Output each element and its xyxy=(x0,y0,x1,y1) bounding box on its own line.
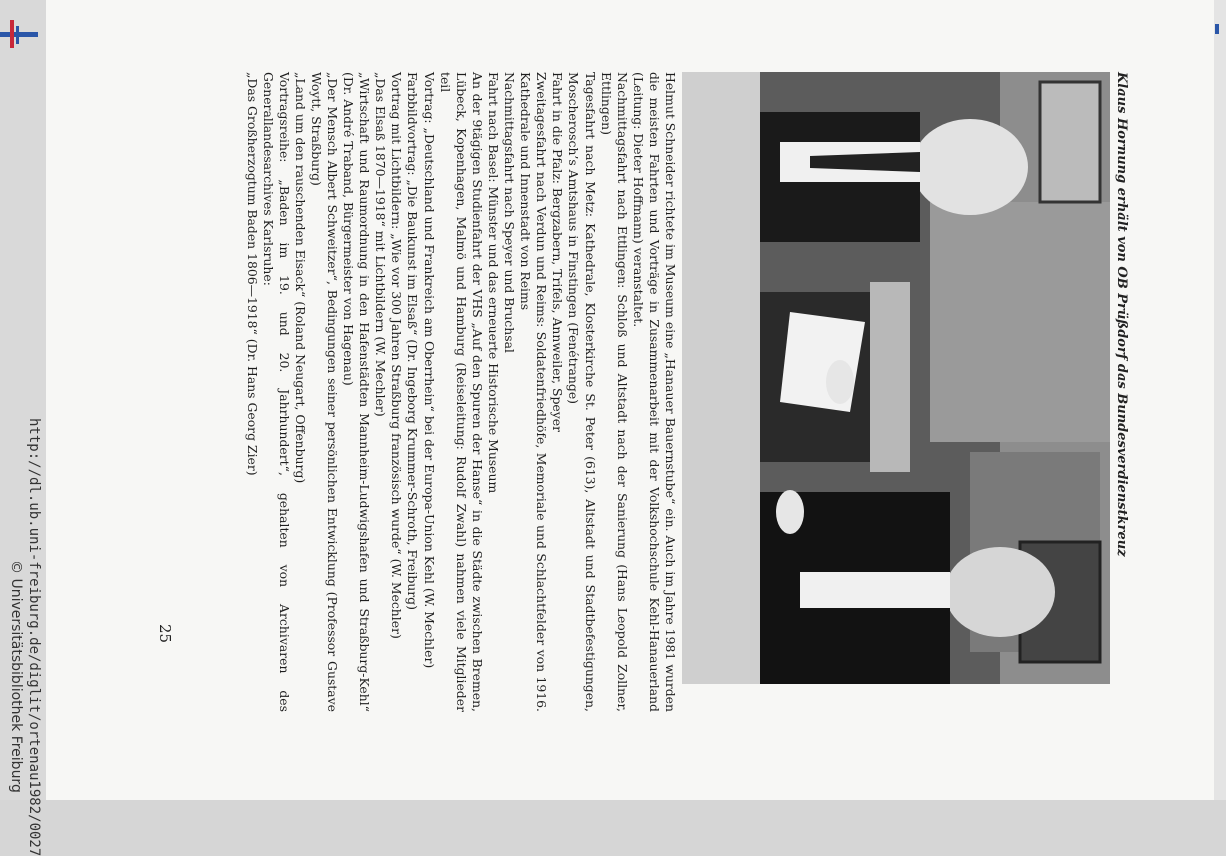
paragraph-hanse-trip: An der 9tägigen Studienfahrt der VHS „Auf den Spuren der Hanse“ in die Städte zwischen Bremen, Lübeck, Kopenhagen, Malmö und Hamburg (Reiseleitung: Rudolf Zwahl) nahmen viele Mitglieder teil xyxy=(437,72,485,712)
source-url[interactable]: http://dl.ub.uni-freiburg.de/diglit/ortenau1982/0027 xyxy=(26,418,42,856)
paragraph-lecture-7: „Land um den rauschenden Eisack“ (Roland Neugart, Offenburg) xyxy=(292,72,308,484)
paragraph-trip-pfalz: Fahrt in die Pfalz: Bergzabern, Trifels, Annweiler, Speyer xyxy=(550,72,566,432)
viewer-right-margin xyxy=(1214,0,1226,800)
paragraph-lecture-1: Vortrag: „Deutschland und Frankreich am Oberrhein“ bei der Europa-Union Kehl (W. Mechler) xyxy=(421,72,437,669)
photo-caption: Klaus Hornung erhält von OB Prüßdorf das Bundesverdienstkreuz xyxy=(1114,72,1129,557)
article-body xyxy=(243,72,678,712)
paragraph-trip-metz: Tagesfahrt nach Metz: Kathedrale, Klosterkirche St. Peter (613), Altstadt und Stadtbefestigungen, Moscherosch’s Amtshaus in Finstingen (Fenétrange) xyxy=(566,72,598,712)
paragraph-intro: Helmut Schneider richtete im Museum eine „Hanauer Bauernstube“ ein. Auch im Jahre 1981 wurden die meisten Fahrten und Vorträge in Zusammenarbeit mit der Volkshochschule Kehl-Hanauerland (Leitung: Dieter Hoffmann) veranstaltet. xyxy=(630,72,678,712)
paragraph-lecture-2: Farbbildvortrag: „Die Baukunst im Elsaß“ (Dr. Ingeborg Krummer-Schroth, Freiburg) xyxy=(405,72,421,610)
source-footer xyxy=(0,0,46,856)
page-number: 25 xyxy=(156,624,174,644)
paragraph-lecture-6: „Der Mensch Albert Schweitzer“, Bedingungen seiner persönlichen Entwicklung (Professor Gustave Woytt, Straßburg) xyxy=(308,72,341,712)
paragraph-trip-verdun: Zweitagesfahrt nach Verdun und Reims: Soldatenfriedhöfe, Memoriale und Schlachtfelder von 1916. Kathedrale und Innenstadt von Reims xyxy=(518,72,550,712)
paragraph-trip-ettlingen: Nachmittagsfahrt nach Ettlingen: Schloß und Altstadt nach der Sanierung (Hans Leopold Zollner, Ettlingen) xyxy=(598,72,630,712)
rotated-page-content xyxy=(140,30,1130,770)
paragraph-lecture-4: „Das Elsaß 1870—1918“ mit Lichtbildern (W. Mechler) xyxy=(373,72,389,417)
copyright-notice: © Universitätsbibliothek Freiburg xyxy=(8,560,24,793)
paragraph-trip-basel: Fahrt nach Basel: Münster und das erneuerte Historische Museum xyxy=(485,72,501,494)
photo-illustration xyxy=(682,72,1110,684)
photograph xyxy=(682,72,1110,684)
paragraph-trip-speyer: Nachmittagsfahrt nach Speyer und Bruchsal xyxy=(502,72,518,353)
paragraph-lecture-series: Vortragsreihe: „Baden im 19. und 20. Jahrhundert“, gehalten von Archivaren des Generallandesarchives Karlsruhe: xyxy=(260,72,292,712)
paragraph-lecture-8: „Das Großherzogtum Baden 1806—1918“ (Dr. Hans Georg Zier) xyxy=(244,72,260,476)
paragraph-lecture-5: „Wirtschaft und Raumordnung in den Hafenstädten Mannheim-Ludwigshafen und Straßburg-Kehl“ (Dr. André Traband, Bürgermeister von Hagenau) xyxy=(341,72,373,712)
viewer-right-marker xyxy=(1215,24,1219,34)
paragraph-lecture-3: Vortrag mit Lichtbildern: „Wie vor 300 Jahren Straßburg französisch wurde“ (W. Mechler) xyxy=(389,72,405,639)
